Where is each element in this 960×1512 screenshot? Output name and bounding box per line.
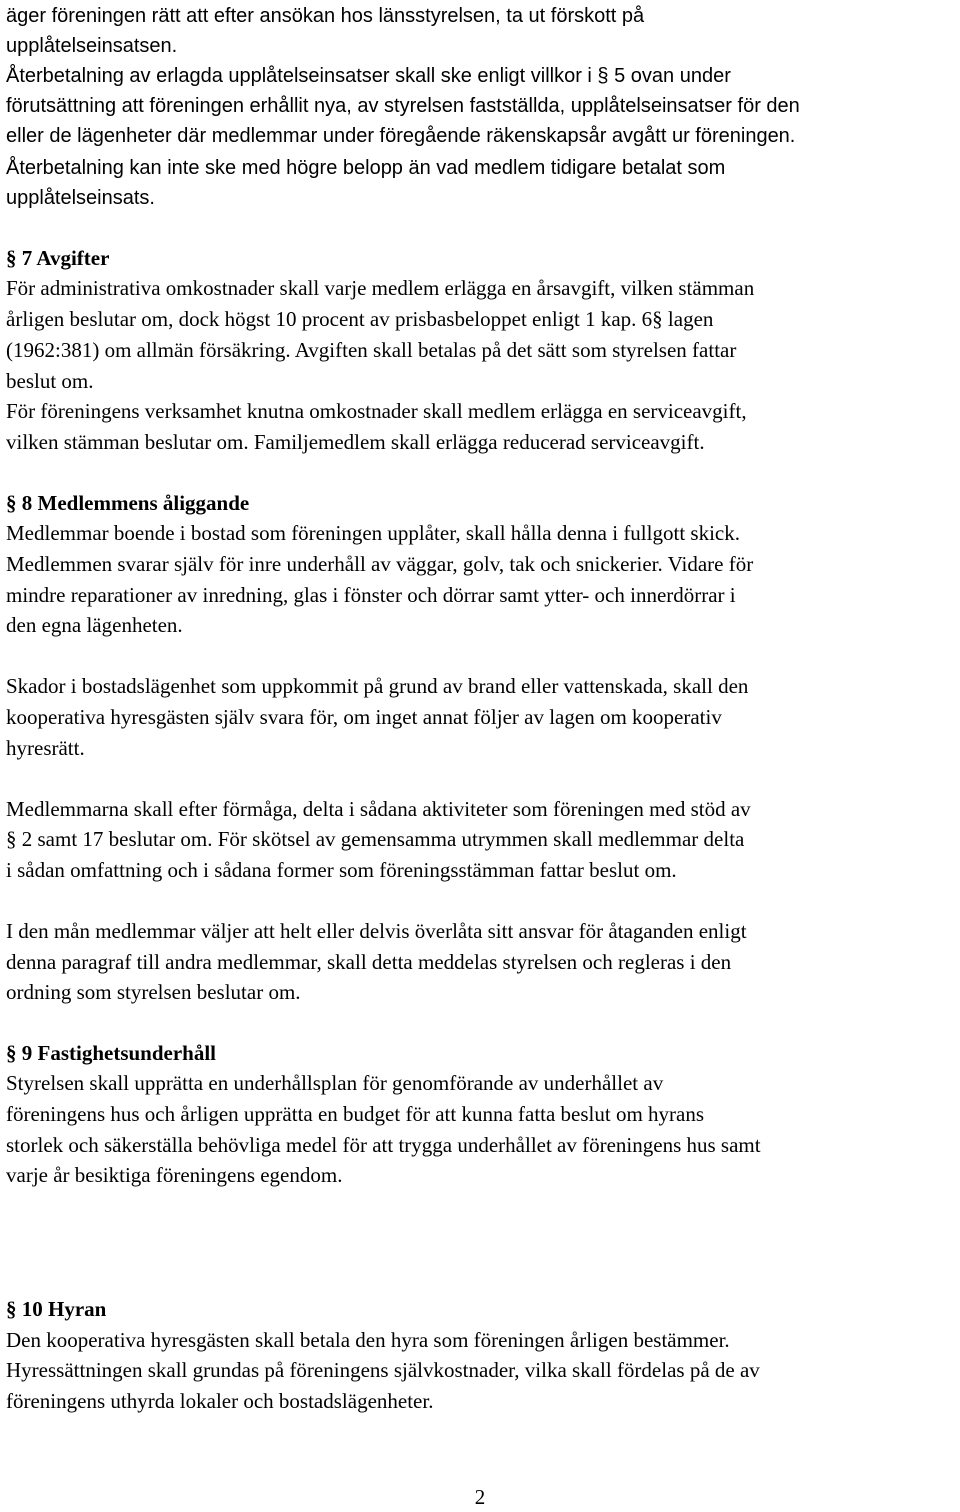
text-line: upplåtelseinsatsen. [6,35,178,57]
text-line: (1962:381) om allmän försäkring. Avgiften skall betalas på det sätt som styrelsen fattar [6,338,737,362]
text-line: den egna lägenheten. [6,613,183,637]
text-line: årligen beslutar om, dock högst 10 procent av prisbasbeloppet enligt 1 kap. 6§ lagen [6,307,714,331]
text-line: Medlemmarna skall efter förmåga, delta i sådana aktiviteter som föreningen med stöd av [6,797,751,821]
text-line: Medlemmar boende i bostad som föreningen upplåter, skall hålla denna i fullgott skick. [6,521,740,545]
section-heading: § 10 Hyran [6,1297,107,1321]
text-line: vilken stämman beslutar om. Familjemedlem skall erlägga reducerad serviceavgift. [6,430,705,454]
text-line: förutsättning att föreningen erhållit nya, av styrelsen fastställda, upplåtelseinsatser för den [6,95,800,117]
page-number: 2 [474,1485,486,1509]
text-line: Återbetalning av erlagda upplåtelseinsatser skall ske enligt villkor i § 5 ovan under [6,65,731,87]
text-line: eller de lägenheter där medlemmar under föregående räkenskapsår avgått ur föreningen. [6,125,796,147]
section-heading: § 7 Avgifter [6,246,110,270]
text-line: kooperativa hyresgästen själv svara för, om inget annat följer av lagen om kooperativ [6,705,722,729]
text-line: denna paragraf till andra medlemmar, skall detta meddelas styrelsen och regleras i den [6,950,732,974]
text-line: beslut om. [6,369,94,393]
section-heading: § 9 Fastighetsunderhåll [6,1041,217,1065]
text-line: storlek och säkerställa behövliga medel för att trygga underhållet av föreningens hus samt [6,1133,761,1157]
text-line: Återbetalning kan inte ske med högre belopp än vad medlem tidigare betalat som [6,157,726,179]
text-line: varje år besiktiga föreningens egendom. [6,1163,343,1187]
text-line: För administrativa omkostnader skall varje medlem erlägga en årsavgift, vilken stämman [6,276,755,300]
text-line: Medlemmen svarar själv för inre underhåll av väggar, golv, tak och snickerier. Vidare för [6,552,754,576]
section-heading: § 8 Medlemmens åliggande [6,491,250,515]
text-line: För föreningens verksamhet knutna omkostnader skall medlem erlägga en serviceavgift, [6,399,747,423]
text-line: hyresrätt. [6,736,85,760]
text-line: föreningens uthyrda lokaler och bostadslägenheter. [6,1389,434,1413]
text-line: I den mån medlemmar väljer att helt eller delvis överlåta sitt ansvar för åtaganden enligt [6,919,747,943]
text-line: upplåtelseinsats. [6,187,155,209]
text-line: ordning som styrelsen beslutar om. [6,980,301,1004]
text-line: § 2 samt 17 beslutar om. För skötsel av gemensamma utrymmen skall medlemmar delta [6,827,745,851]
text-line: Den kooperativa hyresgästen skall betala den hyra som föreningen årligen bestämmer. [6,1328,730,1352]
text-line: Skador i bostadslägenhet som uppkommit på grund av brand eller vattenskada, skall den [6,674,749,698]
text-line: Styrelsen skall upprätta en underhållsplan för genomförande av underhållet av [6,1071,664,1095]
text-line: föreningens hus och årligen upprätta en budget för att kunna fatta beslut om hyrans [6,1102,705,1126]
text-line: Hyressättningen skall grundas på föreningens självkostnader, vilka skall fördelas på de av [6,1358,760,1382]
text-line: i sådan omfattning och i sådana former som föreningsstämman fattar beslut om. [6,858,677,882]
text-line: mindre reparationer av inredning, glas i fönster och dörrar samt ytter- och innerdörrar i [6,583,736,607]
text-line: äger föreningen rätt att efter ansökan hos länsstyrelsen, ta ut förskott på [6,5,645,27]
